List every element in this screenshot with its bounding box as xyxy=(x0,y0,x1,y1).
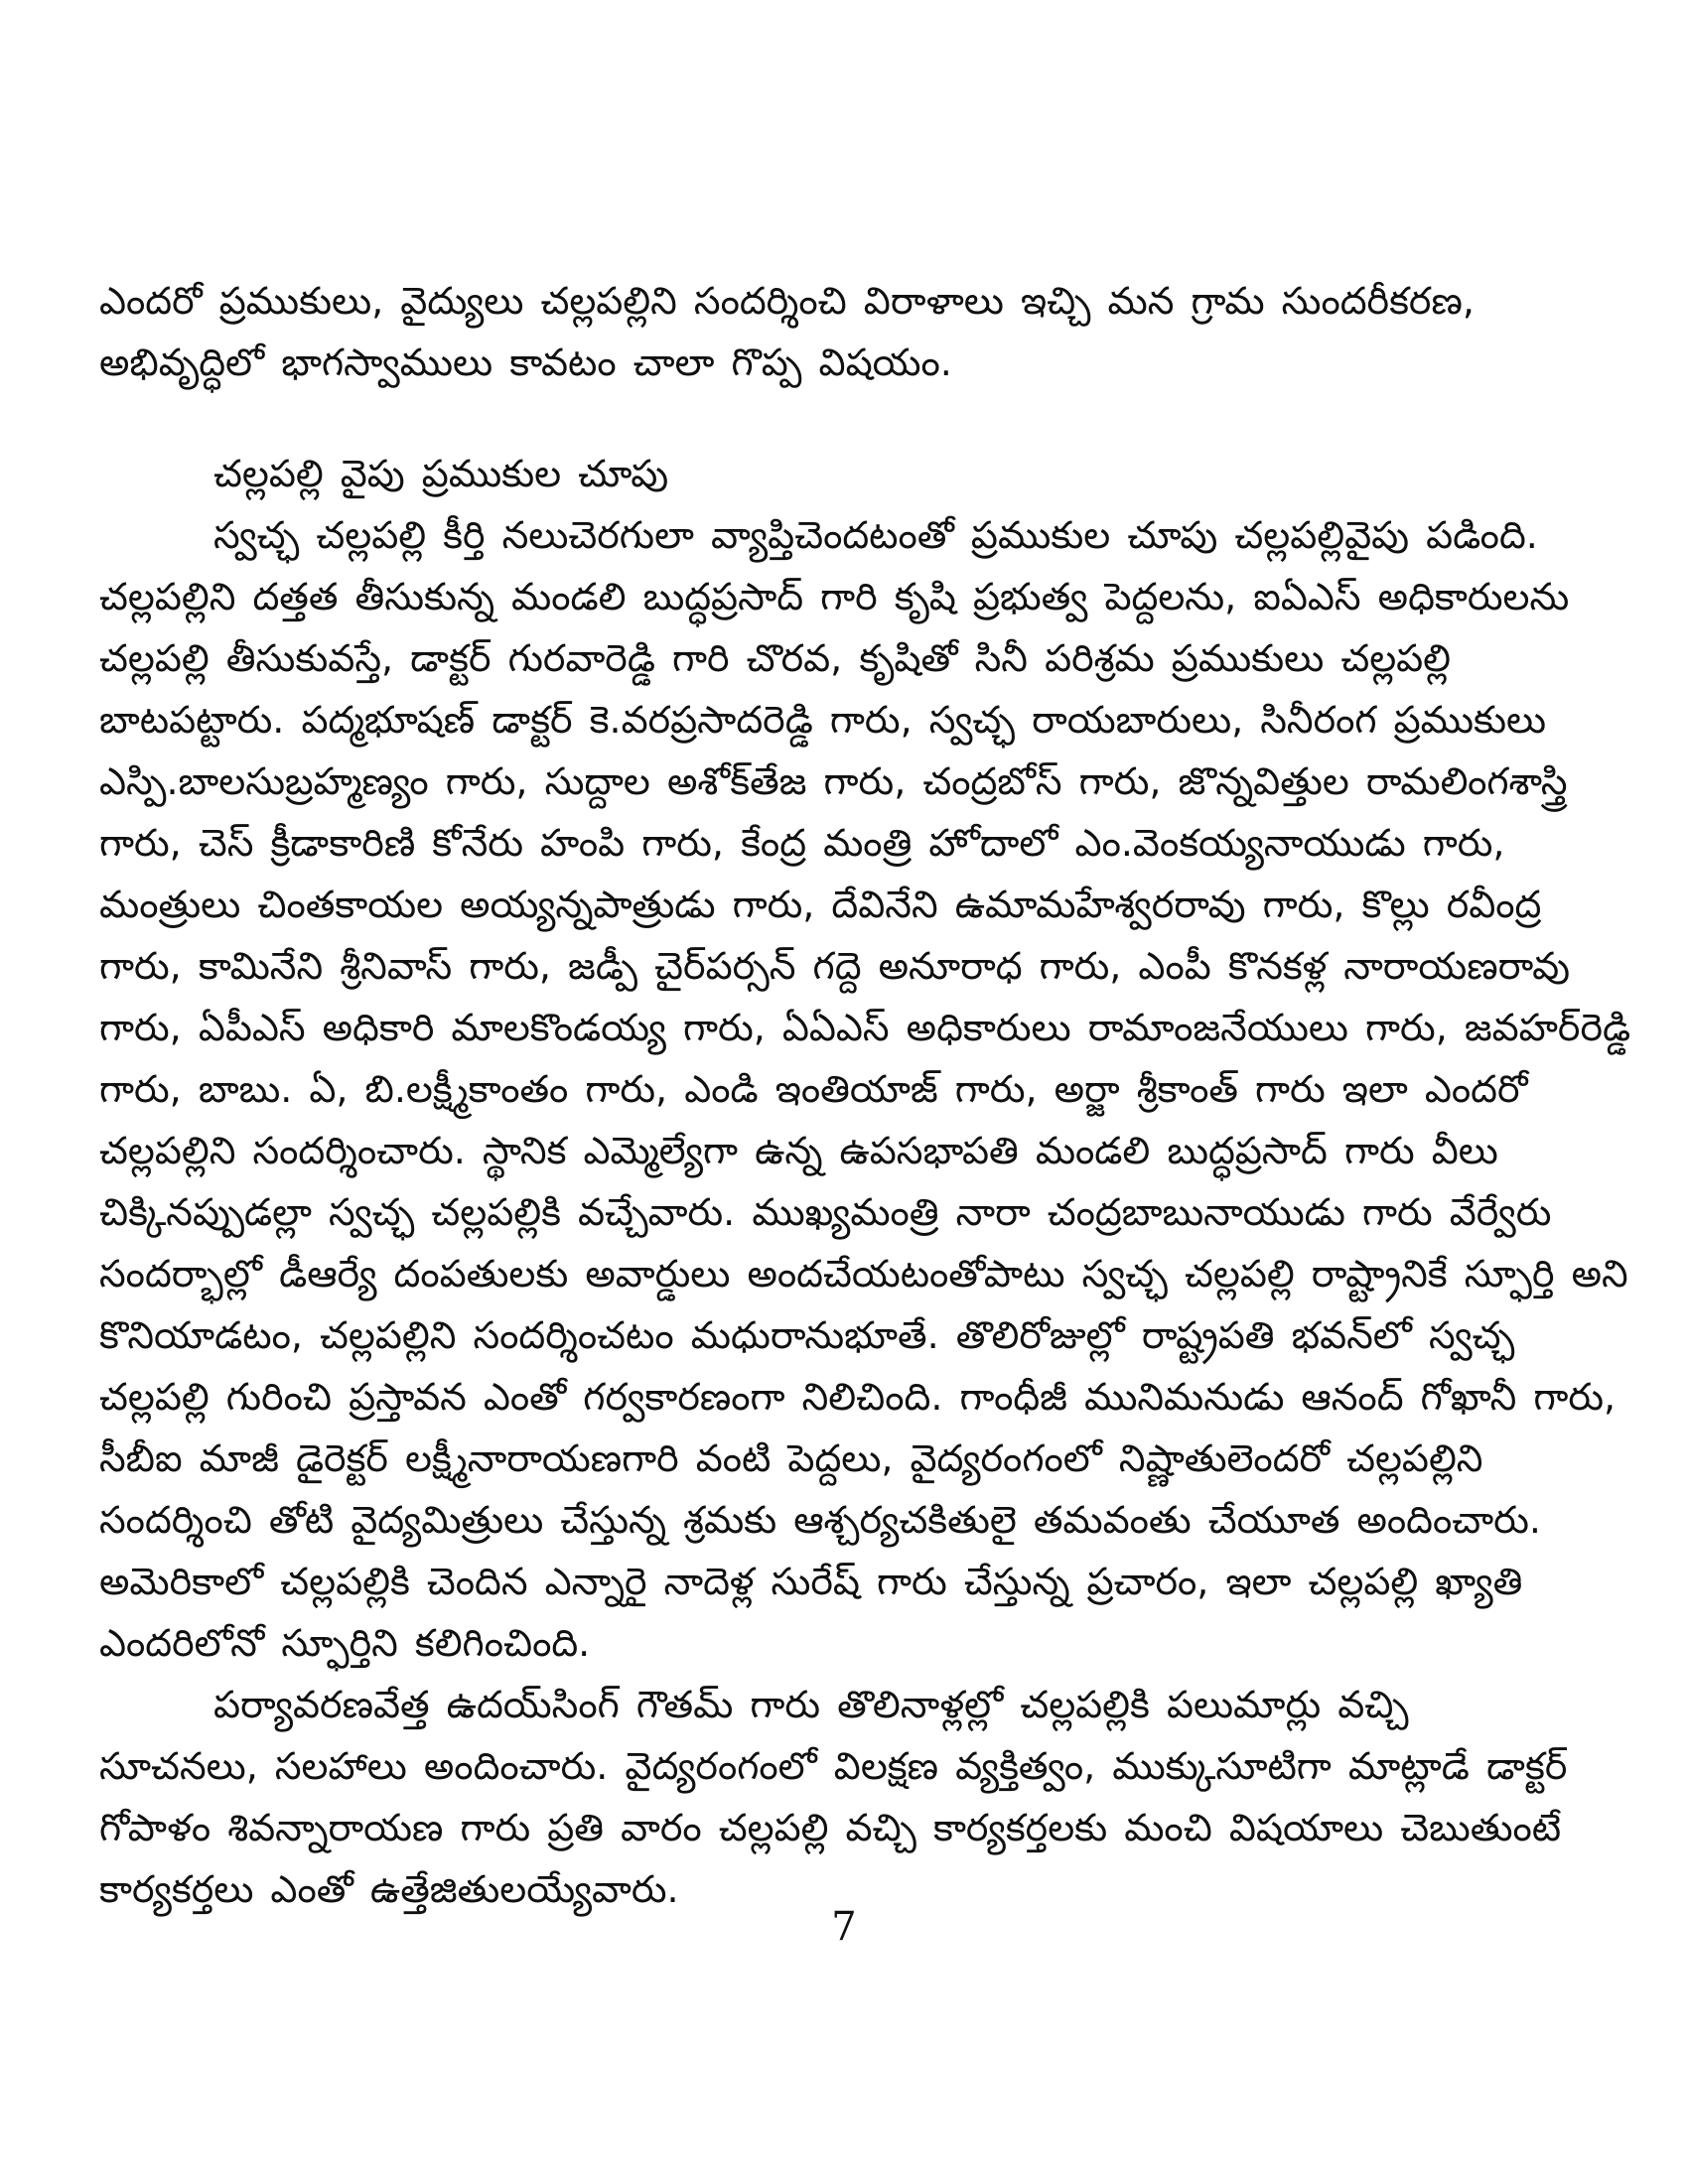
page-body-text xyxy=(99,270,1631,1920)
text-line: కార్యకర్తలు ఎంతో ఉత్తేజితులయ్యేవారు. xyxy=(99,1867,679,1911)
text-line: గారు, కామినేని శ్రీనివాస్ గారు, జడ్పీ చైర్‌పర్సన్ గద్దె అనూరాధ గారు, ఎంపీ కొనకళ్ల నారాయణరావు xyxy=(99,944,1570,988)
text-line: చిక్కినప్పుడల్లా స్వచ్ఛ చల్లపల్లికి వచ్చేవారు. ముఖ్యమంత్రి నారా చంద్రబాబునాయుడు గారు వేర్వేరు xyxy=(99,1190,1552,1234)
text-line: గారు, బాబు. ఏ, బి.లక్ష్మీకాంతం గారు, ఎండి ఇంతియాజ్ గారు, అర్జా శ్రీకాంత్ గారు ఇలా ఎందరో xyxy=(99,1067,1528,1111)
text-line: ఎందరో ప్రముకులు, వైద్యులు చల్లపల్లిని సందర్శించి విరాళాలు ఇచ్చి మన గ్రామ సుందరీకరణ, xyxy=(99,279,1475,323)
text-line: చల్లపల్లి తీసుకువస్తే, డాక్టర్ గురవారెడ్డి గారి చొరవ, కృషితో సినీ పరిశ్రమ ప్రముకులు చల్లపల్లి xyxy=(99,636,1452,680)
text-line: సూచనలు, సలహాలు అందించారు. వైద్యరంగంలో విలక్షణ వ్యక్తిత్వం, ముక్కుసూటిగా మాట్లాడే డాక్టర్ xyxy=(99,1744,1568,1788)
text-line: బాటపట్టారు. పద్మభూషణ్ డాక్టర్ కె.వరప్రసాదరెడ్డి గారు, స్వచ్ఛ రాయబారులు, సినీరంగ ప్రముకులు xyxy=(99,698,1547,742)
text-line: ఎందరిలోనో స్ఫూర్తిని కలిగించింది. xyxy=(99,1621,591,1665)
text-line: చల్లపల్లిని సందర్శించారు. స్థానిక ఎమ్మెల్యేగా ఉన్న ఉపసభాపతి మండలి బుద్ధప్రసాద్ గారు వీలు xyxy=(99,1129,1498,1172)
text-line: గారు, చెస్ క్రీడాకారిణి కోనేరు హంపి గారు, కేంద్ర మంత్రి హోదాలో ఎం.వెంకయ్యనాయుడు గారు, xyxy=(99,821,1505,865)
section-heading: చల్లపల్లి వైపు ప్రముకుల చూపు xyxy=(213,452,669,495)
text-line: కొనియాడటం, చల్లపల్లిని సందర్శించటం మధురానుభూతే. తొలిరోజుల్లో రాష్ట్రపతి భవన్‌లో స్వచ్ఛ xyxy=(99,1313,1515,1357)
text-line: సందర్భాల్లో డీఆర్యే దంపతులకు అవార్డులు అందచేయటంతోపాటు స్వచ్ఛ చల్లపల్లి రాష్ట్రానికే స్ఫూర్తి అని xyxy=(99,1252,1628,1296)
text-line: పర్యావరణవేత్త ఉదయ్‌సింగ్ గౌతమ్ గారు తొలినాళ్లల్లో చల్లపల్లికి పలుమార్లు వచ్చి xyxy=(213,1683,1409,1726)
text-line: గారు, ఏపీఎస్ అధికారి మాలకొండయ్య గారు, ఏఏఎస్ అధికారులు రామాంజనేయులు గారు, జవహర్‌రెడ్డి xyxy=(99,1006,1631,1049)
text-line: మంత్రులు చింతకాయల అయ్యన్నపాత్రుడు గారు, దేవినేని ఉమామహేశ్వరరావు గారు, కొల్లు రవీంద్ర xyxy=(99,883,1542,926)
text-line: చల్లపల్లి గురించి ప్రస్తావన ఎంతో గర్వకారణంగా నిలిచింది. గాంధీజీ మునిమనుడు ఆనంద్ గోఖానీ గారు, xyxy=(99,1375,1617,1419)
text-line: గోపాళం శివన్నారాయణ గారు ప్రతి వారం చల్లపల్లి వచ్చి కార్యకర్తలకు మంచి విషయాలు చెబుతుంటే xyxy=(99,1806,1562,1849)
text-line: సీబీఐ మాజీ డైరెక్టర్ లక్ష్మీనారాయణగారి వంటి పెద్దలు, వైద్యరంగంలో నిష్ణాతులెందరో చల్లపల్లిని xyxy=(99,1436,1483,1480)
page-number: 7 xyxy=(831,1904,857,1950)
text-line: స్వచ్ఛ చల్లపల్లి కీర్తి నలుచెరగులా వ్యాప్తిచెందటంతో ప్రముకుల చూపు చల్లపల్లివైపు పడింది. xyxy=(213,513,1538,557)
text-line: అభివృద్ధిలో భాగస్వాములు కావటం చాలా గొప్ప విషయం. xyxy=(99,341,952,384)
text-line: అమెరికాలో చల్లపల్లికి చెందిన ఎన్నారై నాదెళ్ల సురేష్ గారు చేస్తున్న ప్రచారం, ఇలా చల్లపల్లి ఖ్యాతి xyxy=(99,1560,1523,1603)
text-line: ఎస్పి.బాలసుబ్రహ్మణ్యం గారు, సుద్దాల అశోక్‌తేజ గారు, చంద్రబోస్ గారు, జొన్నవిత్తుల రామలింగశాస్త్రి xyxy=(99,759,1568,803)
text-line: సందర్శించి తోటి వైద్యమిత్రులు చేస్తున్న శ్రమకు ఆశ్చర్యచకితులై తమవంతు చేయూత అందించారు. xyxy=(99,1498,1541,1542)
text-line: చల్లపల్లిని దత్తత తీసుకున్న మండలి బుద్ధప్రసాద్ గారి కృషి ప్రభుత్వ పెద్దలను, ఐఏఎస్ అధికారులను xyxy=(99,575,1570,618)
